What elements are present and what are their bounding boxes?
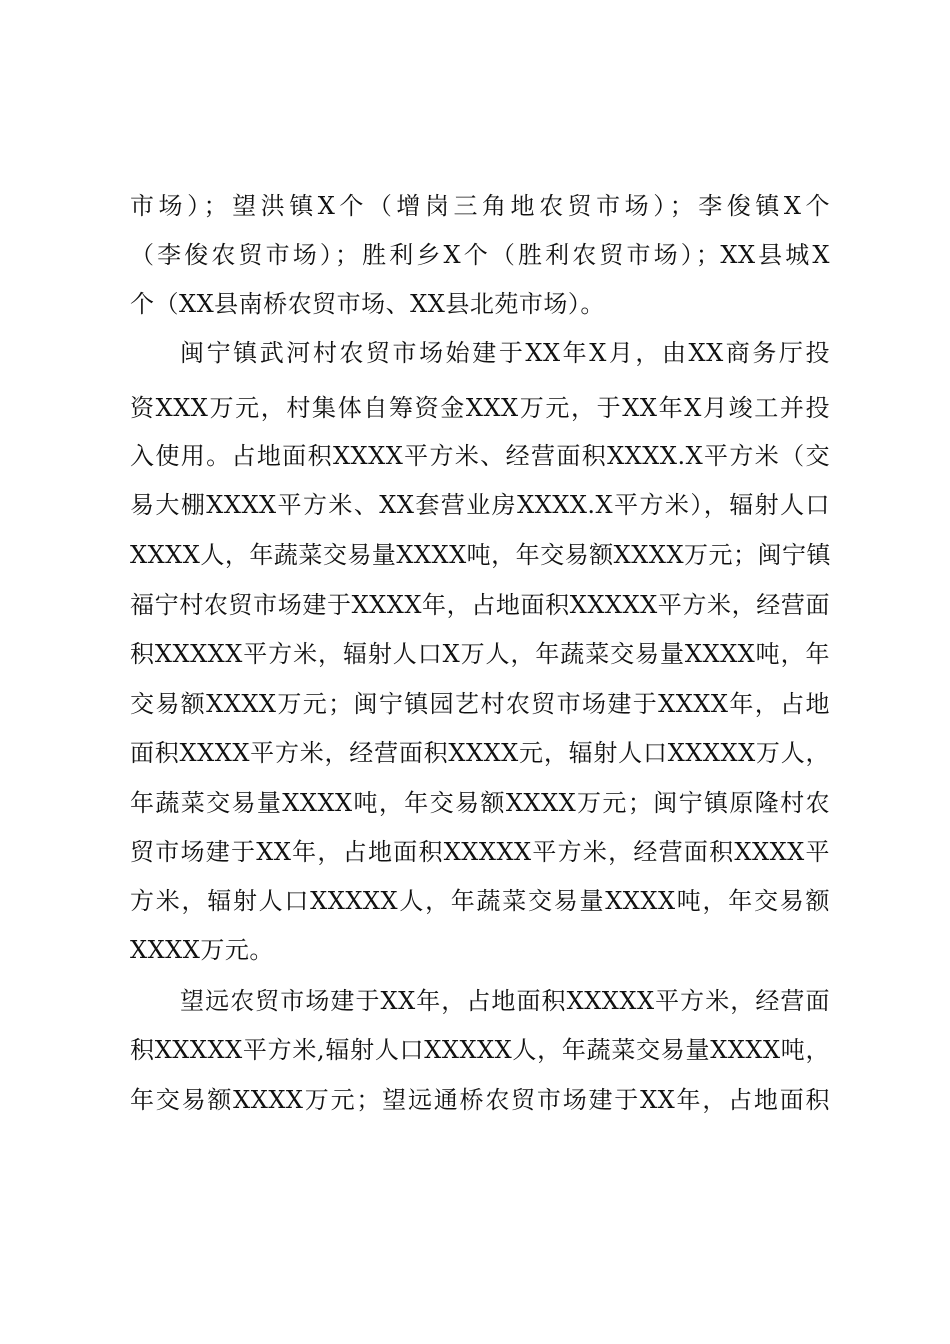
text-line: 年蔬菜交易量XXXX吨，年交易额XXXX万元；闽宁镇原隆村农 — [130, 789, 830, 817]
text-line: XXXX人，年蔬菜交易量XXXX吨，年交易额XXXX万元；闽宁镇 — [130, 541, 832, 569]
text-line: 年交易额XXXX万元；望远通桥农贸市场建于XX年，占地面积 — [130, 1086, 830, 1114]
text-line: 积XXXXX平方米，辐射人口X万人，年蔬菜交易量XXXX吨，年 — [130, 640, 830, 668]
text-line: 福宁村农贸市场建于XXXX年，占地面积XXXXX平方米，经营面 — [130, 591, 830, 619]
text-line: 入使用。占地面积XXXX平方米、经营面积XXXX.X平方米（交 — [130, 442, 830, 470]
text-line: 积XXXXX平方米,辐射人口XXXXX人，年蔬菜交易量XXXX吨， — [130, 1036, 830, 1064]
text-line: 望远农贸市场建于XX年，占地面积XXXXX平方米，经营面 — [180, 987, 830, 1015]
text-line: 易大棚XXXX平方米、XX套营业房XXXX.X平方米），辐射人口 — [130, 491, 830, 519]
text-line: 方米，辐射人口XXXXX人，年蔬菜交易量XXXX吨，年交易额 — [130, 887, 830, 915]
text-line: （李俊农贸市场）；胜利乡X个（胜利农贸市场）；XX县城X — [130, 241, 830, 269]
text-line: XXXX万元。 — [130, 936, 274, 964]
text-line: 市场）；望洪镇X个（增岗三角地农贸市场）；李俊镇X个 — [130, 192, 830, 220]
text-line: 面积XXXX平方米，经营面积XXXX元，辐射人口XXXXX万人， — [130, 739, 830, 767]
text-line: 贸市场建于XX年，占地面积XXXXX平方米，经营面积XXXX平 — [130, 838, 830, 866]
text-line: 交易额XXXX万元；闽宁镇园艺村农贸市场建于XXXX年，占地 — [130, 690, 830, 718]
text-line: 资XXX万元，村集体自筹资金XXX万元，于XX年X月竣工并投 — [130, 394, 830, 422]
text-line: 闽宁镇武河村农贸市场始建于XX年X月，由XX商务厅投 — [180, 339, 830, 367]
text-line: 个（XX县南桥农贸市场、XX县北苑市场）。 — [130, 290, 605, 318]
